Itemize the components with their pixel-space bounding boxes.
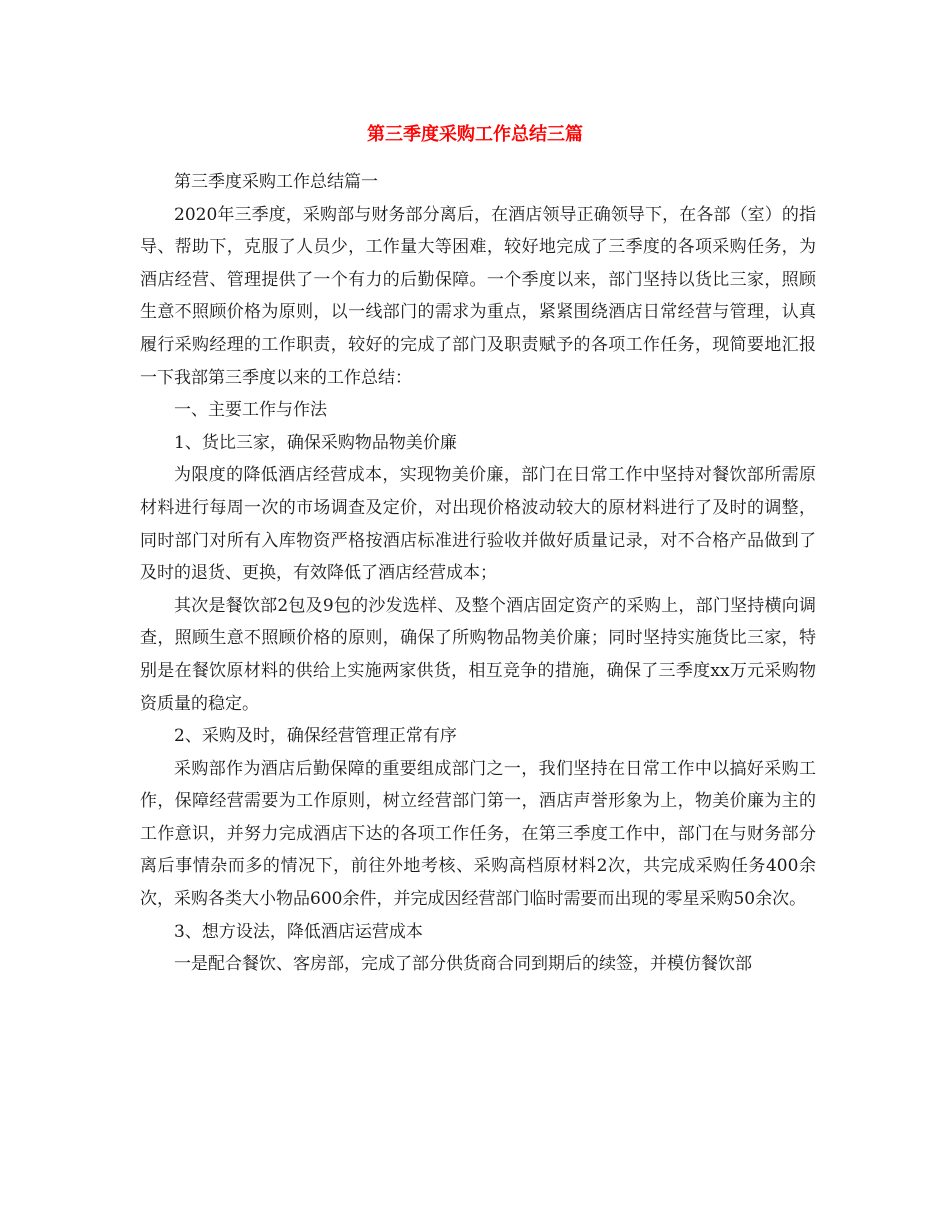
subsection-heading: 一、主要工作与作法: [174, 400, 327, 421]
document-body: [140, 166, 816, 981]
body-paragraph: 采购部作为酒店后勤保障的重要组成部门之一，我们坚持在日常工作中以搞好采购工作，保障经营需要为工作原则，树立经营部门第一，酒店声誉形象为上，物美价廉为主的工作意识，并努力完成酒店下达的各项工作任务，在第三季度工作中，部门在与财务部分离后事情杂而多的情况下，前往外地考核、采购高档原材料2次，共完成采购任务400余次，采购各类大小物品600余件，并完成因经营部门临时需要而出现的零星采购50余次。: [140, 758, 816, 910]
subsection-heading: 1、货比三家，确保采购物品物美价廉: [174, 432, 457, 453]
body-paragraph: 其次是餐饮部2包及9包的沙发选样、及整个酒店固定资产的采购上，部门坚持横向调查，照顾生意不照顾价格的原则，确保了所购物品物美价廉；同时坚持实施货比三家，特别是在餐饮原材料的供给上实施两家供货，相互竞争的措施，确保了三季度xx万元采购物资质量的稳定。: [140, 595, 816, 714]
body-paragraph: 一是配合餐饮、客房部，完成了部分供货商合同到期后的续签，并模仿餐饮部: [174, 954, 752, 975]
section-heading: 第三季度采购工作总结篇一: [174, 172, 378, 192]
body-paragraph: 为限度的降低酒店经营成本，实现物美价廉，部门在日常工作中坚持对餐饮部所需原材料进行每周一次的市场调查及定价，对出现价格波动较大的原材料进行了及时的调整，同时部门对所有入库物资严格按酒店标准进行验收并做好质量记录，对不合格产品做到了及时的退货、更换，有效降低了酒店经营成本；: [140, 465, 816, 584]
subsection-heading: 3、想方设法，降低酒店运营成本: [174, 921, 423, 942]
body-paragraph: 2020年三季度，采购部与财务部分离后，在酒店领导正确领导下，在各部（室）的指导、帮助下，克服了人员少，工作量大等困难，较好地完成了三季度的各项采购任务，为酒店经营、管理提供了一个有力的后勤保障。一个季度以来，部门坚持以货比三家，照顾生意不照顾价格为原则，以一线部门的需求为重点，紧紧围绕酒店日常经营与管理，认真履行采购经理的工作职责，较好的完成了部门及职责赋予的各项工作任务，现简要地汇报一下我部第三季度以来的工作总结：: [140, 204, 816, 388]
subsection-heading: 2、采购及时，确保经营管理正常有序: [174, 726, 457, 747]
document-title: 第三季度采购工作总结三篇: [367, 124, 583, 145]
